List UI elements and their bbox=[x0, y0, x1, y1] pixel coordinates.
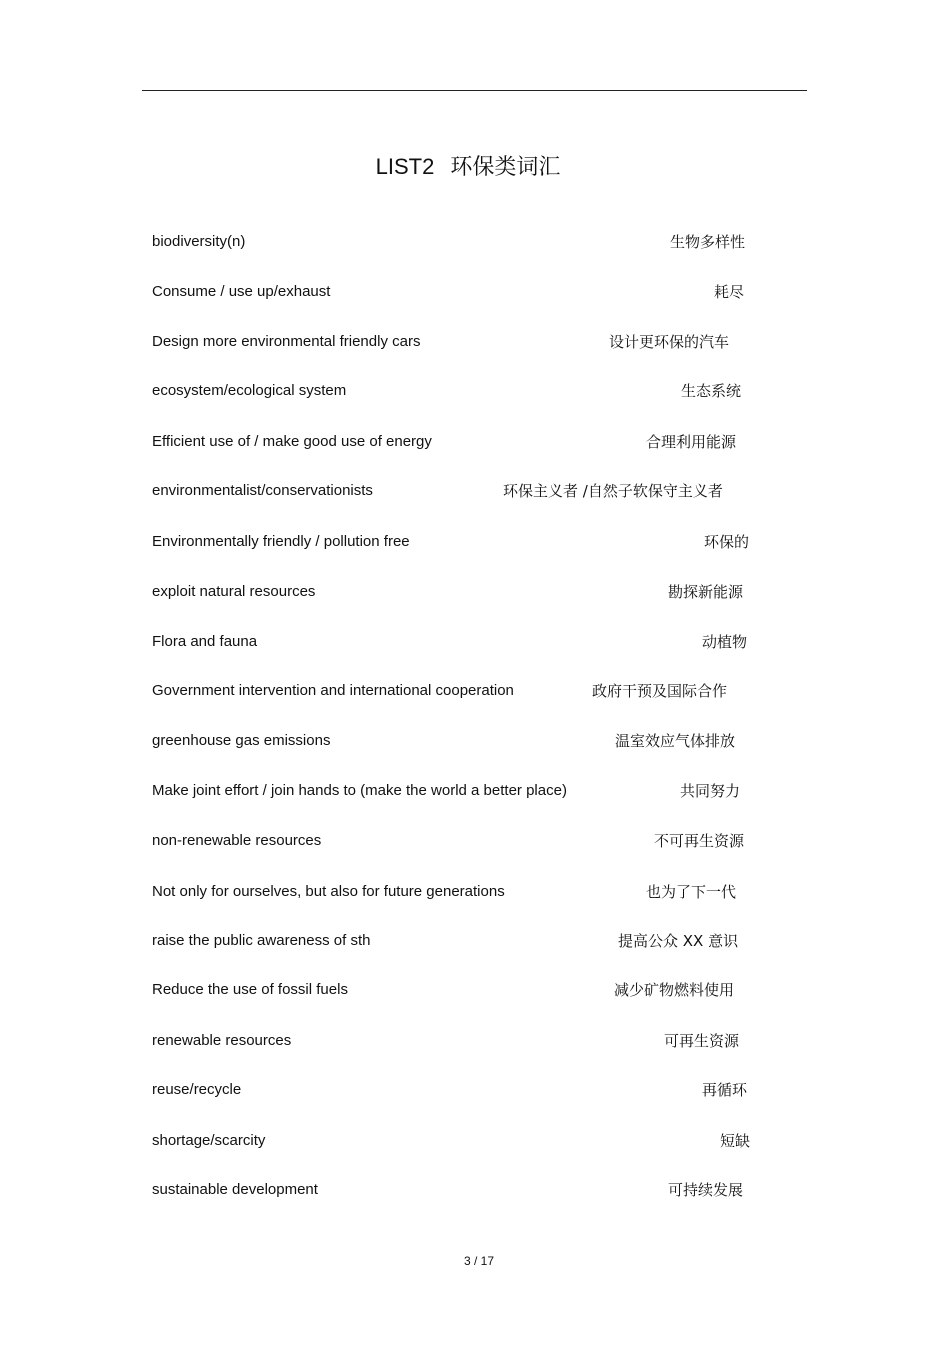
entry-english: shortage/scarcity bbox=[152, 1132, 266, 1149]
entry-chinese: 提高公众 XX 意识 bbox=[618, 932, 739, 950]
list-item bbox=[0, 481, 950, 501]
entry-chinese: 合理利用能源 bbox=[646, 433, 737, 451]
entry-chinese: 可持续发展 bbox=[668, 1181, 744, 1199]
entry-chinese: 设计更环保的汽车 bbox=[609, 333, 730, 351]
entry-english: Consume / use up/exhaust bbox=[152, 283, 331, 300]
page-current: 3 bbox=[463, 1254, 471, 1268]
page-total: 17 bbox=[480, 1254, 495, 1268]
list-item bbox=[0, 532, 950, 552]
list-item bbox=[0, 1180, 950, 1200]
entry-chinese: 耗尽 bbox=[714, 283, 745, 301]
entry-english: Flora and fauna bbox=[152, 633, 258, 650]
entry-english: Not only for ourselves, but also for future generations bbox=[152, 883, 505, 900]
list-item bbox=[0, 432, 950, 452]
entry-english: environmentalist/conservationists bbox=[152, 482, 373, 499]
entry-english: reuse/recycle bbox=[152, 1081, 242, 1098]
list-item bbox=[0, 232, 950, 252]
entry-chinese: 再循环 bbox=[702, 1081, 748, 1099]
entry-english: exploit natural resources bbox=[152, 583, 316, 600]
page-number bbox=[0, 1254, 950, 1268]
entry-chinese: 减少矿物燃料使用 bbox=[614, 981, 735, 999]
entry-english: raise the public awareness of sth bbox=[152, 932, 371, 949]
list-item bbox=[0, 582, 950, 602]
entry-chinese: 也为了下一代 bbox=[646, 883, 737, 901]
entry-chinese: 生态系统 bbox=[681, 382, 742, 400]
entry-english: greenhouse gas emissions bbox=[152, 732, 331, 749]
list-item bbox=[0, 882, 950, 902]
list-item bbox=[0, 781, 950, 801]
list-item bbox=[0, 1080, 950, 1100]
list-item bbox=[0, 681, 950, 701]
entry-english: sustainable development bbox=[152, 1181, 318, 1198]
list-item bbox=[0, 632, 950, 652]
entry-english: Government intervention and international cooperation bbox=[152, 682, 514, 699]
entry-chinese: 可再生资源 bbox=[664, 1032, 740, 1050]
list-item bbox=[0, 731, 950, 751]
list-item bbox=[0, 282, 950, 302]
list-item bbox=[0, 381, 950, 401]
list-item bbox=[0, 332, 950, 352]
list-item bbox=[0, 1031, 950, 1051]
entry-chinese: 共同努力 bbox=[680, 782, 741, 800]
entry-chinese: 不可再生资源 bbox=[654, 832, 745, 850]
entry-english: Design more environmental friendly cars bbox=[152, 333, 421, 350]
entry-english: Make joint effort / join hands to (make the world a better place) bbox=[152, 782, 567, 799]
list-item bbox=[0, 931, 950, 951]
entry-chinese: 动植物 bbox=[702, 633, 748, 651]
entry-english: renewable resources bbox=[152, 1032, 292, 1049]
entry-english: biodiversity(n) bbox=[152, 233, 246, 250]
entry-chinese: 短缺 bbox=[720, 1132, 751, 1150]
entry-chinese: 温室效应气体排放 bbox=[615, 732, 736, 750]
entry-chinese: 生物多样性 bbox=[670, 233, 746, 251]
entry-english: Efficient use of / make good use of energy bbox=[152, 433, 432, 450]
entry-english: Reduce the use of fossil fuels bbox=[152, 981, 348, 998]
entry-english: ecosystem/ecological system bbox=[152, 382, 347, 399]
entry-english: non-renewable resources bbox=[152, 832, 322, 849]
list-item bbox=[0, 1131, 950, 1151]
entry-chinese: 环保的 bbox=[704, 533, 750, 551]
entry-chinese: 勘探新能源 bbox=[668, 583, 744, 601]
title-main: LIST2 bbox=[375, 154, 435, 179]
entry-english: Environmentally friendly / pollution free bbox=[152, 533, 410, 550]
list-item bbox=[0, 980, 950, 1000]
page-separator: / bbox=[473, 1254, 478, 1268]
title-sub: 环保类词汇 bbox=[450, 154, 561, 179]
list-item bbox=[0, 831, 950, 851]
entry-chinese: 环保主义者 /自然子软保守主义者 bbox=[503, 482, 723, 500]
entry-chinese: 政府干预及国际合作 bbox=[592, 682, 728, 700]
